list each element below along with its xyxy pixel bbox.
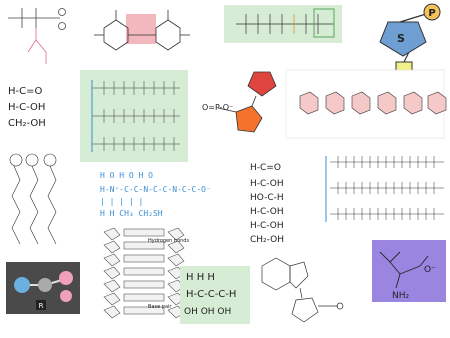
glucose-bottom: CH₂-OH — [250, 235, 285, 245]
carboxylate-group: O⁻ — [424, 265, 436, 275]
struct-line-3: CH₂-OH — [8, 118, 46, 129]
base-pair-label: Base pair — [148, 304, 172, 310]
triol-structure — [180, 266, 250, 324]
peptide-row-2: H-N⁺-C-C-N-C-C-N-C-C-O⁻ — [100, 185, 211, 194]
glucose-row: H-C-OH — [250, 221, 284, 231]
hydrogen-bonds-label: Hydrogen bonds — [148, 238, 190, 244]
ball-and-stick-amino-acid-icon — [6, 262, 80, 314]
dna-ladder — [104, 228, 189, 318]
base-pair-rung — [124, 268, 164, 275]
base-pair-rung — [124, 294, 164, 301]
glucose-open-chain — [250, 163, 284, 245]
backbone-unit — [104, 228, 120, 240]
fatty-acid-chain — [224, 5, 342, 43]
disaccharide-structure — [94, 10, 190, 50]
glyceraldehyde-structure — [8, 86, 46, 129]
glucose-row: HO-C-H — [250, 193, 284, 203]
lipid-structure — [10, 154, 56, 244]
backbone-unit — [104, 280, 120, 292]
nucleotide-structure — [202, 72, 276, 132]
triol-row-1: H H H — [186, 272, 215, 283]
base-pair-rung — [124, 281, 164, 288]
phosphate-group: O=P-O⁻ — [202, 103, 234, 112]
sugar-label: S — [397, 32, 405, 45]
triol-row-3: OH OH OH — [184, 307, 232, 317]
fatty-chains — [326, 156, 444, 222]
backbone-unit — [168, 254, 184, 266]
phosphate-label: P — [428, 8, 436, 19]
backbone-unit — [104, 267, 120, 279]
glucose-row: H-C-OH — [250, 179, 284, 189]
amino-acid-sketch — [8, 8, 66, 64]
peptide-structure — [100, 171, 211, 218]
struct-line-2: H-C-OH — [8, 102, 46, 113]
peptide-row-4: H H CH₃ CH₂SH — [100, 209, 163, 218]
triol-row-2: H-C-C-C-H — [186, 289, 237, 300]
r-group-label: R — [38, 302, 44, 310]
backbone-unit — [104, 293, 120, 305]
glucose-row: H-C-OH — [250, 207, 284, 217]
triglyceride-structure — [80, 70, 188, 162]
base-pair-rung — [124, 255, 164, 262]
backbone-unit — [104, 241, 120, 253]
glucose-top: H-C=O — [250, 163, 281, 173]
polysaccharide-chain — [286, 70, 446, 138]
amp-structure — [262, 258, 343, 322]
valine-structure — [372, 240, 446, 302]
amine-group: NH₂ — [392, 291, 410, 301]
peptide-row-1: H O H O H O — [100, 171, 153, 180]
base-pair-rung — [124, 229, 164, 236]
backbone-unit — [104, 306, 120, 318]
backbone-unit — [104, 254, 120, 266]
peptide-row-3: | | | | | — [100, 197, 144, 206]
struct-line-1: H-C=O — [8, 86, 43, 97]
